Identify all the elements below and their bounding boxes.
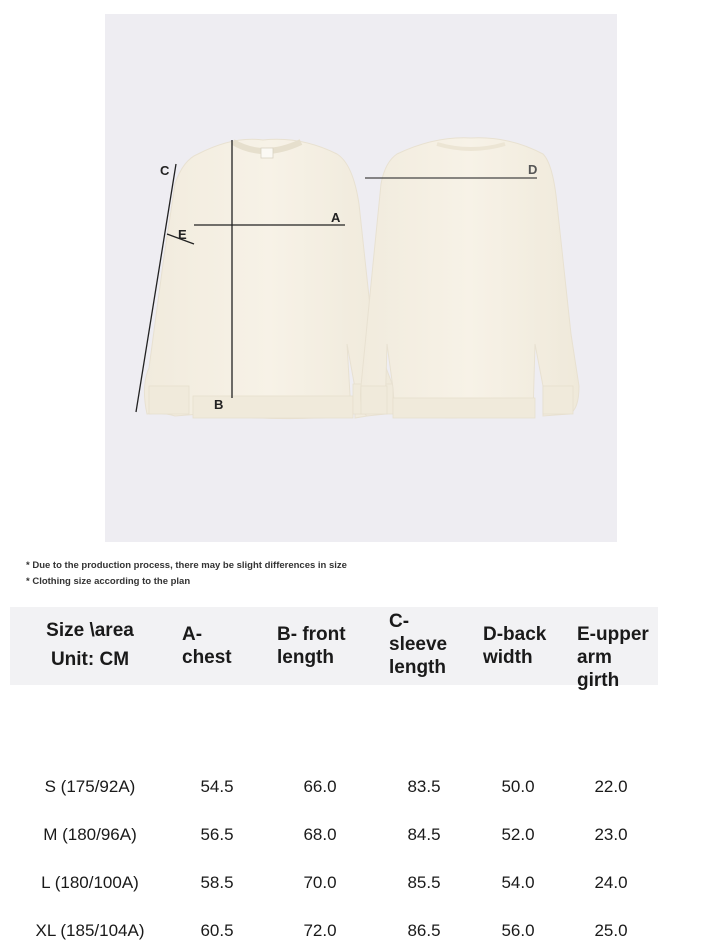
label-a: A [331,210,341,225]
cell-front-length: 72.0 [303,921,337,940]
product-photo [105,14,617,542]
note-production: * Due to the production process, there may be slight differences in size [26,560,347,571]
cell-front-length: 68.0 [303,825,337,844]
header-chest: A- chest [182,624,232,668]
cell-arm-girth: 25.0 [594,921,628,940]
cell-size: M (180/96A) [43,825,137,844]
header-back-width: D-back width [483,624,547,668]
label-b: B [214,397,224,412]
cell-chest: 56.5 [200,825,234,844]
label-d: D [528,162,538,177]
size-notes [26,558,347,590]
table-row [10,871,658,895]
table-row [10,823,658,847]
cell-sleeve-length: 84.5 [407,825,441,844]
cell-arm-girth: 23.0 [594,825,628,844]
cell-back-width: 54.0 [501,873,535,892]
table-body [10,685,658,940]
cell-back-width: 56.0 [501,921,535,940]
cell-arm-girth: 24.0 [594,873,628,892]
cell-chest: 60.5 [200,921,234,940]
header-arm-girth: E-upper arm girth [577,624,649,691]
cell-sleeve-length: 86.5 [407,921,441,940]
header-front-length: B- front length [277,624,346,668]
cell-size: S (175/92A) [44,777,136,796]
cell-size: XL (185/104A) [35,921,145,940]
cell-size: L (180/100A) [41,873,139,892]
label-e: E [178,227,187,242]
cell-chest: 58.5 [200,873,234,892]
cell-sleeve-length: 85.5 [407,873,441,892]
header-sleeve-length: C- sleeve length [389,611,448,678]
cell-chest: 54.5 [200,777,234,796]
cell-front-length: 66.0 [303,777,337,796]
size-table [10,607,658,940]
cell-arm-girth: 22.0 [594,777,628,796]
table-row [10,775,658,799]
sweatshirt-illustration [105,14,617,542]
back-sweatshirt [361,138,579,418]
header-size: Size \area Unit: CM [46,620,134,670]
table-header [10,607,658,691]
note-clothing-size: * Clothing size according to the plan [26,576,191,587]
cell-sleeve-length: 83.5 [407,777,441,796]
cell-front-length: 70.0 [303,873,337,892]
front-sweatshirt [144,139,393,418]
cell-back-width: 52.0 [501,825,535,844]
label-c: C [160,163,170,178]
cell-back-width: 50.0 [501,777,535,796]
table-row [10,919,658,943]
